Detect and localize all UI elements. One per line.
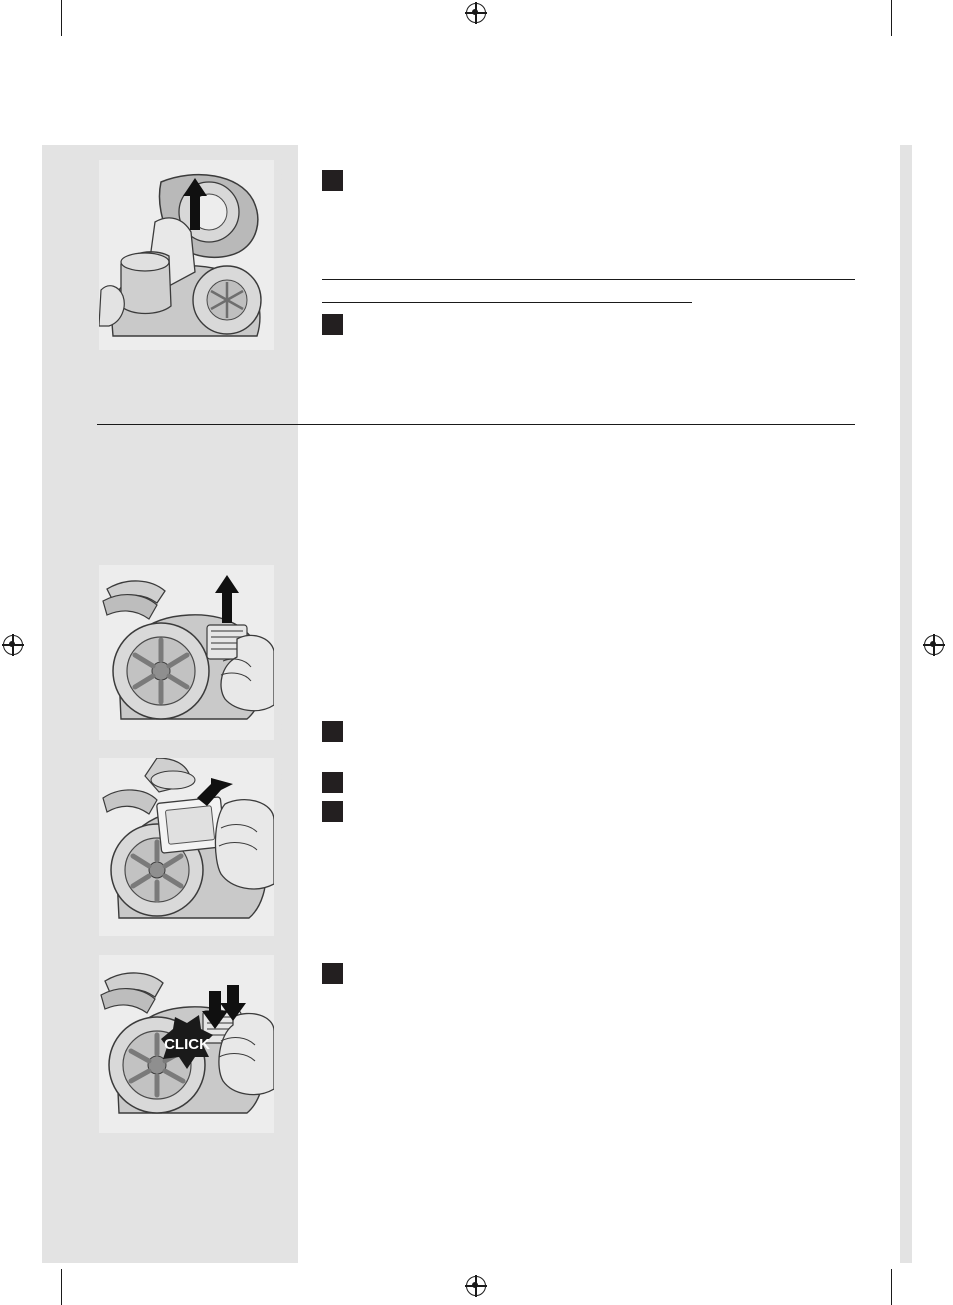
figure-1-pointer-tab [274,168,284,186]
rule-top-short [322,302,692,303]
registration-target-left [2,634,24,656]
registration-dot [472,9,478,15]
figure-3-pointer-tab [274,768,284,786]
figure-open-lid-remove-dustbag [99,160,274,350]
crop-mark-bottom-left-vertical [61,1269,62,1305]
step-marker-4 [322,772,343,793]
crop-mark-top-right-vertical [891,0,892,36]
registration-dot [930,641,936,647]
figure-4-pointer-tab [274,963,284,981]
click-label: CLICK [164,1036,210,1053]
step-marker-2 [322,314,343,335]
figure-release-filter-grille [99,565,274,740]
step-marker-5 [322,801,343,822]
registration-target-bottom [465,1275,487,1297]
registration-dot [9,641,15,647]
step-marker-1 [322,170,343,191]
crop-mark-bottom-right-vertical [891,1269,892,1305]
rule-top-long [322,279,855,280]
figure-insert-motor-filter [99,758,274,936]
registration-target-top [465,2,487,24]
figure-close-filter-grille-click [99,955,274,1133]
step-marker-6 [322,963,343,984]
crop-mark-top-left-vertical [61,0,62,36]
grey-edge-band [900,145,912,1263]
rule-section-divider [97,424,855,425]
registration-target-right [923,634,945,656]
figure-2-pointer-tab [274,718,284,736]
registration-dot [472,1282,478,1288]
step-marker-3 [322,721,343,742]
